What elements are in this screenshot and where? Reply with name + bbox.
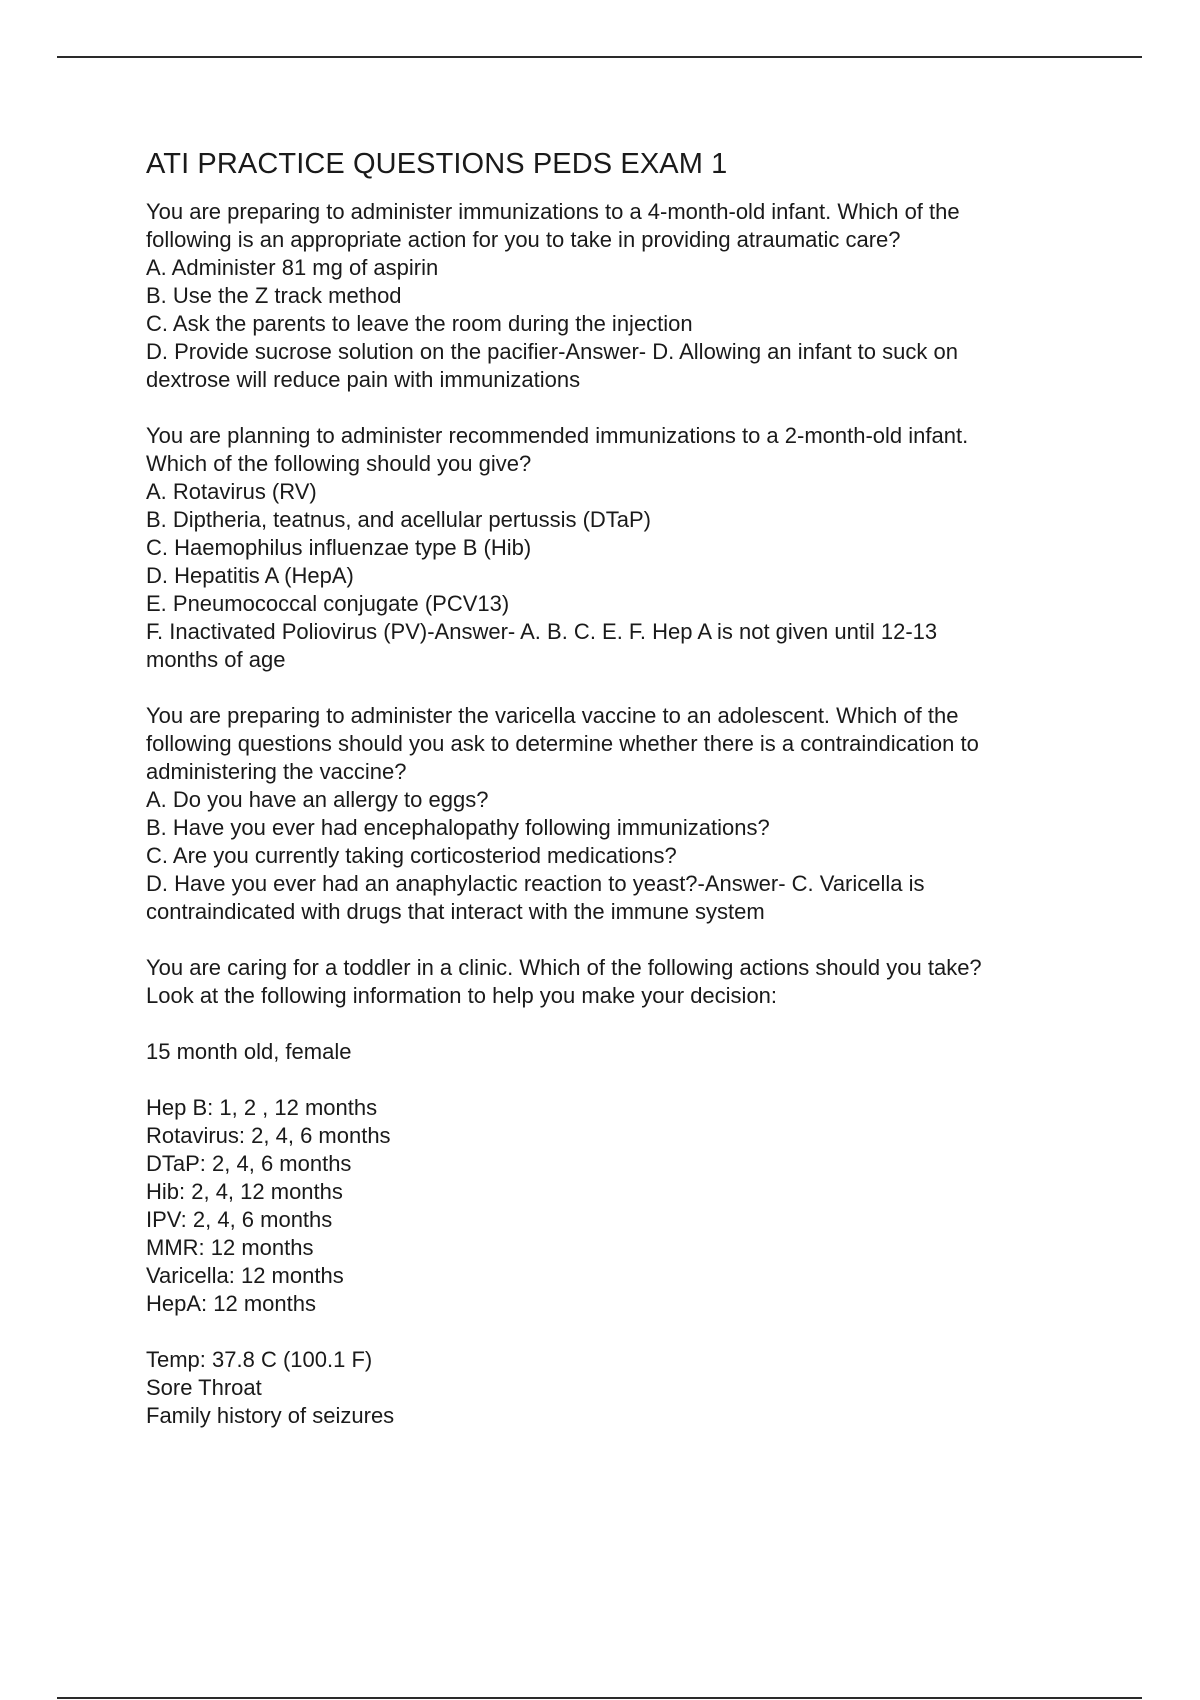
text-line: A. Rotavirus (RV): [146, 479, 317, 504]
question-block-4: [146, 954, 1086, 1010]
top-rule: [57, 56, 1142, 58]
text-line: D. Provide sucrose solution on the pacifier-Answer- D. Allowing an infant to suck on: [146, 339, 958, 364]
text-line: B. Diptheria, teatnus, and acellular pertussis (DTaP): [146, 507, 652, 532]
text-line: You are preparing to administer the varicella vaccine to an adolescent. Which of the: [146, 703, 959, 728]
text-line: HepA: 12 months: [146, 1291, 316, 1316]
text-line: You are preparing to administer immunizations to a 4-month-old infant. Which of the: [146, 199, 960, 224]
text-line: contraindicated with drugs that interact with the immune system: [146, 899, 765, 924]
immunization-history: [146, 1094, 1086, 1318]
document-title: ATI PRACTICE QUESTIONS PEDS EXAM 1: [146, 148, 728, 180]
bottom-rule: [57, 1697, 1142, 1699]
question-block-3: [146, 702, 1086, 926]
paragraph-gap: [146, 674, 1086, 702]
text-line: You are planning to administer recommended immunizations to a 2-month-old infant.: [146, 423, 969, 448]
text-line: Family history of seizures: [146, 1403, 395, 1428]
text-line: following questions should you ask to determine whether there is a contraindication to: [146, 731, 979, 756]
text-line: 15 month old, female: [146, 1039, 352, 1064]
text-line: E. Pneumococcal conjugate (PCV13): [146, 591, 510, 616]
clinical-findings: [146, 1346, 1086, 1430]
text-line: IPV: 2, 4, 6 months: [146, 1207, 333, 1232]
text-line: Hib: 2, 4, 12 months: [146, 1179, 343, 1204]
text-line: Temp: 37.8 C (100.1 F): [146, 1347, 373, 1372]
document-body: [146, 146, 1086, 1430]
text-line: A. Administer 81 mg of aspirin: [146, 255, 439, 280]
text-line: months of age: [146, 647, 286, 672]
question-block-1: [146, 198, 1086, 394]
text-line: C. Ask the parents to leave the room during the injection: [146, 311, 693, 336]
text-line: dextrose will reduce pain with immunizations: [146, 367, 581, 392]
text-line: DTaP: 2, 4, 6 months: [146, 1151, 352, 1176]
paragraph-gap: [146, 926, 1086, 954]
text-line: A. Do you have an allergy to eggs?: [146, 787, 489, 812]
text-line: Which of the following should you give?: [146, 451, 532, 476]
paragraph-gap: [146, 1318, 1086, 1346]
text-line: administering the vaccine?: [146, 759, 407, 784]
paragraph-gap: [146, 1066, 1086, 1094]
text-line: Rotavirus: 2, 4, 6 months: [146, 1123, 391, 1148]
text-line: You are caring for a toddler in a clinic. Which of the following actions should you take?: [146, 955, 982, 980]
paragraph-gap: [146, 1010, 1086, 1038]
text-line: MMR: 12 months: [146, 1235, 314, 1260]
text-line: C. Are you currently taking corticosteriod medications?: [146, 843, 677, 868]
text-line: following is an appropriate action for you to take in providing atraumatic care?: [146, 227, 901, 252]
text-line: C. Haemophilus influenzae type B (Hib): [146, 535, 532, 560]
text-line: F. Inactivated Poliovirus (PV)-Answer- A. B. C. E. F. Hep A is not given until 12-13: [146, 619, 938, 644]
text-line: D. Have you ever had an anaphylactic reaction to yeast?-Answer- C. Varicella is: [146, 871, 925, 896]
patient-info: [146, 1038, 1086, 1066]
text-line: Hep B: 1, 2 , 12 months: [146, 1095, 378, 1120]
text-line: Sore Throat: [146, 1375, 262, 1400]
text-line: Varicella: 12 months: [146, 1263, 344, 1288]
text-line: Look at the following information to help you make your decision:: [146, 983, 778, 1008]
question-block-2: [146, 422, 1086, 674]
paragraph-gap: [146, 394, 1086, 422]
text-line: B. Use the Z track method: [146, 283, 402, 308]
text-line: D. Hepatitis A (HepA): [146, 563, 354, 588]
text-line: B. Have you ever had encephalopathy following immunizations?: [146, 815, 770, 840]
